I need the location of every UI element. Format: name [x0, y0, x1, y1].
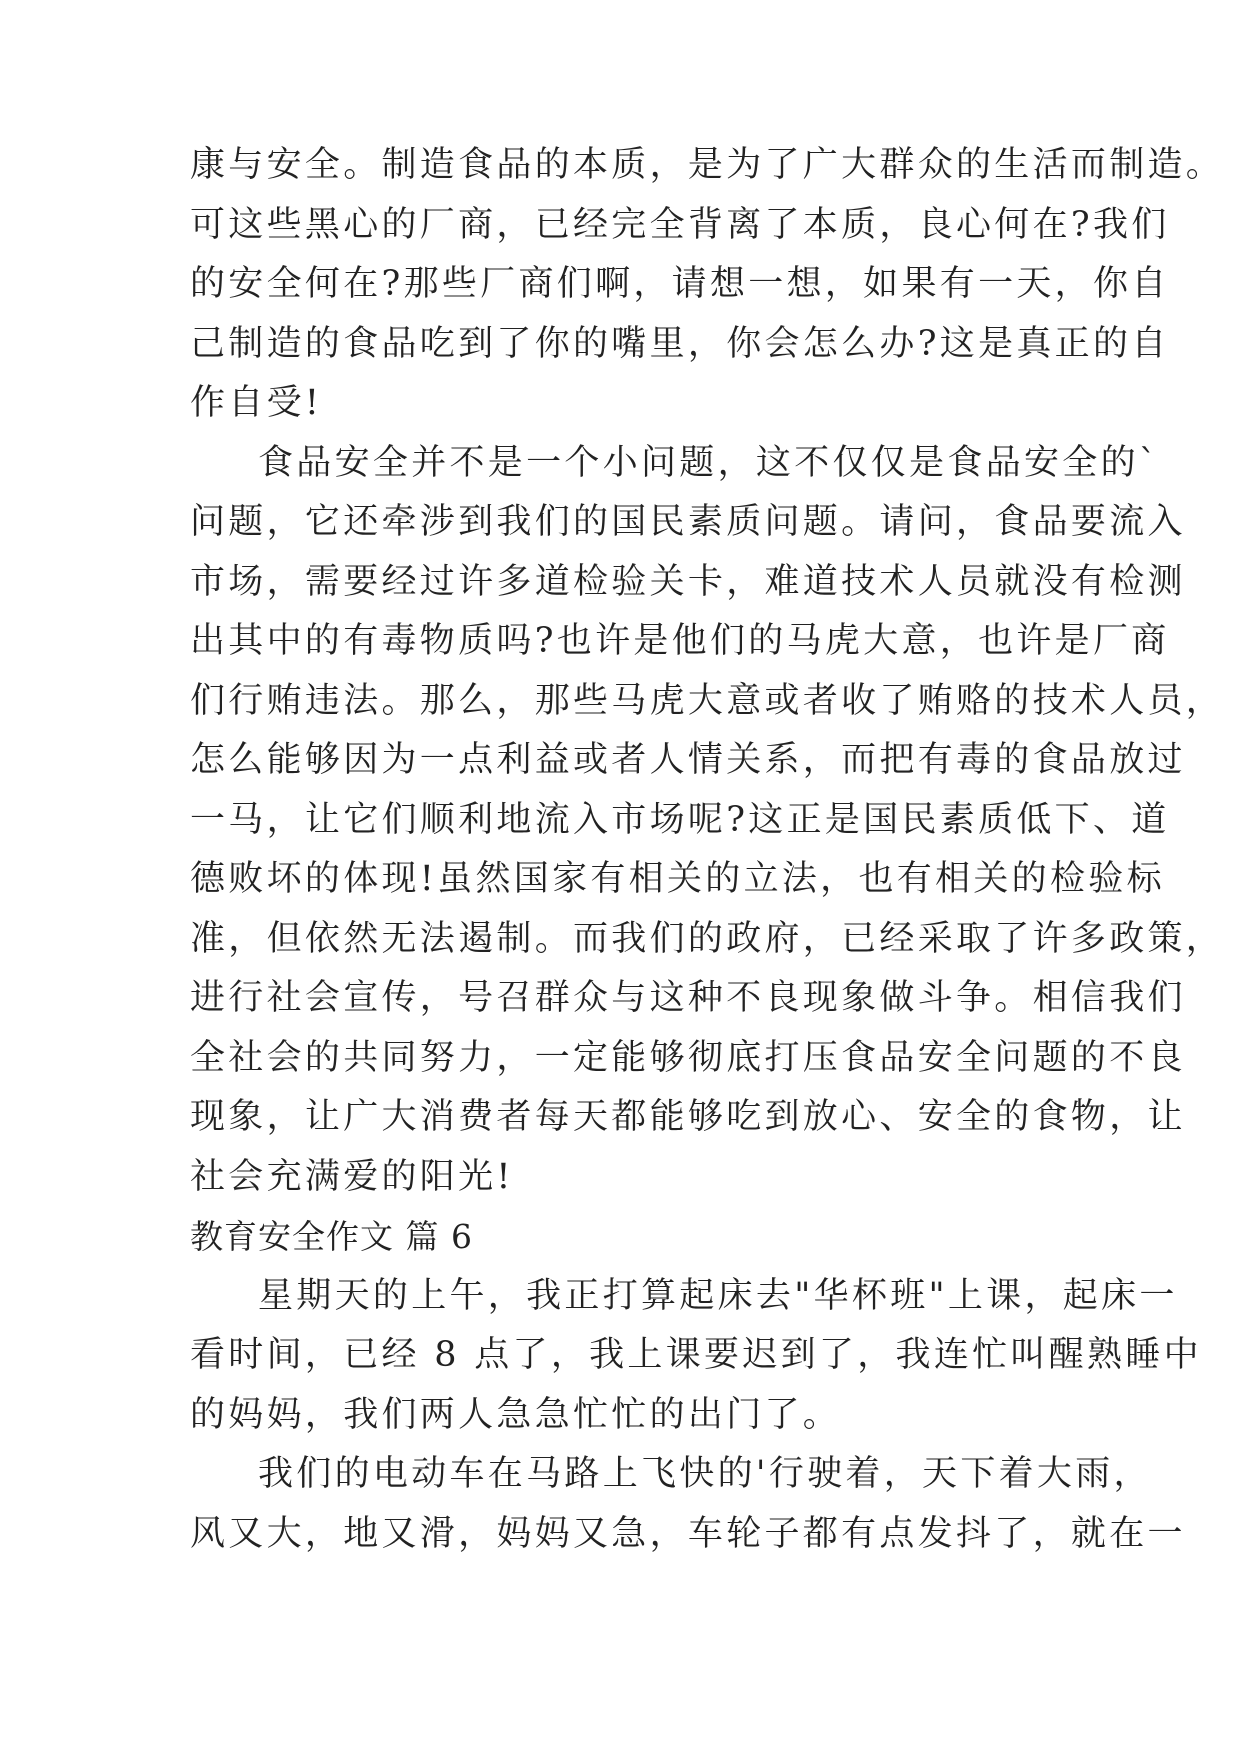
text-line: 的妈妈，我们两人急急忙忙的出门了。: [190, 1394, 842, 1435]
text-line: 我们的电动车在马路上飞快的'行驶着，天下着大雨，: [258, 1454, 1152, 1494]
text-line: 星期天的上午，我正打算起床去"华杯班"上课，起床一: [258, 1275, 1178, 1316]
text-line: 德败坏的体现!虽然国家有相关的立法，也有相关的检验标: [190, 859, 1165, 899]
text-line: 准，但依然无法遏制。而我们的政府，已经采取了许多政策，: [190, 918, 1225, 959]
text-line: 己制造的食品吃到了你的嘴里，你会怎么办?这是真正的自: [190, 323, 1170, 364]
text-line: 社会充满爱的阳光!: [190, 1156, 514, 1197]
text-line: 一马，让它们顺利地流入市场呢?这正是国民素质低下、道: [190, 799, 1170, 840]
text-line: 可这些黑心的厂商，已经完全背离了本质，良心何在?我们: [190, 204, 1170, 245]
text-line: 们行贿违法。那么，那些马虎大意或者收了贿赂的技术人员，: [190, 680, 1225, 721]
section-heading: 教育安全作文 篇 6: [190, 1217, 473, 1256]
text-line: 的安全何在?那些厂商们啊，请想一想，如果有一天，你自: [190, 264, 1170, 304]
document-body: [190, 136, 1225, 1564]
text-line: 康与安全。制造食品的本质，是为了广大群众的生活而制造。: [190, 145, 1225, 185]
text-line: 食品安全并不是一个小问题，这不仅仅是食品安全的`: [258, 442, 1160, 483]
text-line: 全社会的共同努力，一定能够彻底打压食品安全问题的不良: [190, 1037, 1186, 1078]
paragraph: [190, 434, 1225, 1208]
text-line: 出其中的有毒物质吗?也许是他们的马虎大意，也许是厂商: [190, 621, 1170, 661]
text-line: 风又大，地又滑，妈妈又急，车轮子都有点发抖了，就在一: [190, 1513, 1186, 1554]
text-line: 进行社会宣传，号召群众与这种不良现象做斗争。相信我们: [190, 978, 1186, 1018]
text-line: 怎么能够因为一点利益或者人情关系，而把有毒的食品放过: [190, 740, 1186, 780]
text-line: 作自受!: [190, 383, 323, 423]
text-line: 看时间，已经 8 点了，我上课要迟到了，我连忙叫醒熟睡中: [190, 1335, 1202, 1375]
paragraph: [190, 1445, 1186, 1564]
text-line: 问题，它还牵涉到我们的国民素质问题。请问，食品要流入: [190, 502, 1186, 542]
text-line: 市场，需要经过许多道检验关卡，难道技术人员就没有检测: [190, 561, 1186, 602]
paragraph-continued: [190, 136, 1225, 434]
paragraph: [190, 1267, 1202, 1446]
text-line: 现象，让广大消费者每天都能够吃到放心、安全的食物，让: [190, 1097, 1186, 1137]
